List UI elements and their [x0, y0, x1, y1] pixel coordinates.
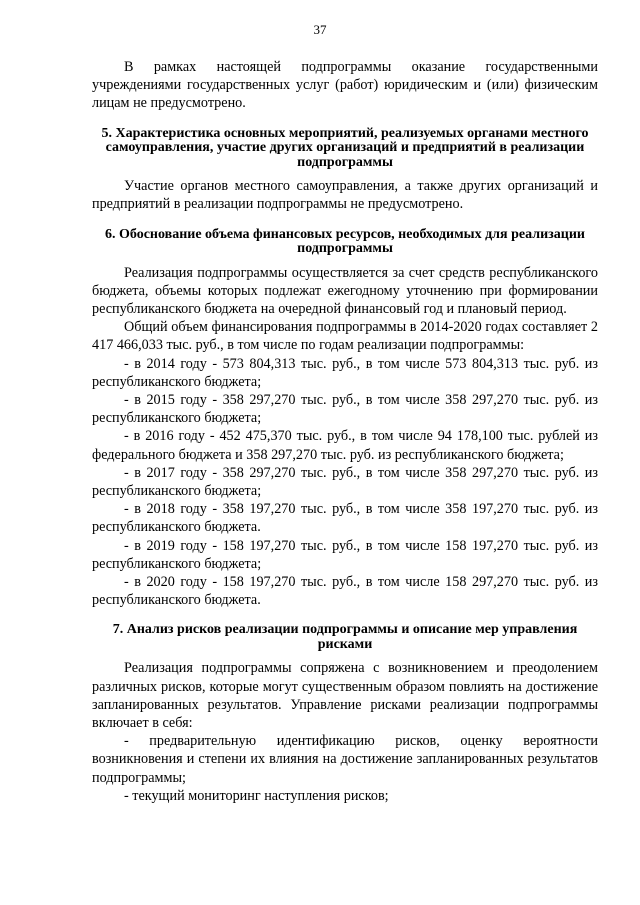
paragraph-services: В рамках настоящей подпрограммы оказание государственными учреждениями государственных услуг (работ) юридическим и (или) физическим лицам не предусмотрено.	[92, 59, 598, 112]
list-item-risk-identification: - предварительную идентификацию рисков, оценку вероятности возникновения и степени их влияния на достижение запланированных результатов подпрограммы;	[92, 733, 598, 786]
paragraph-local-gov: Участие органов местного самоуправления, а также других организаций и предприятий в реализации подпрограммы не предусмотрено.	[92, 178, 598, 213]
list-item-2019: - в 2019 году - 158 197,270 тыс. руб., в том числе 158 197,270 тыс. руб. из республиканского бюджета;	[92, 537, 598, 572]
paragraph-financing-source: Реализация подпрограммы осуществляется за счет средств республиканского бюджета, объемы которых подлежат ежегодному уточнению при формировании республиканского бюджета на очередной финансовый год и плановый период.	[92, 264, 598, 317]
list-item-risk-monitoring: - текущий мониторинг наступления рисков;	[124, 787, 389, 804]
list-item-2014: - в 2014 году - 573 804,313 тыс. руб., в том числе 573 804,313 тыс. руб. из республиканского бюджета;	[92, 355, 598, 390]
heading-section-5: 5. Характеристика основных мероприятий, реализуемых органами местного самоуправления, участие других организаций и предприятий в реализации подпрограммы	[101, 125, 589, 170]
document-body	[92, 58, 598, 805]
list-item-2018: - в 2018 году - 358 197,270 тыс. руб., в том числе 358 197,270 тыс. руб. из республиканского бюджета.	[92, 501, 598, 536]
list-item-2015: - в 2015 году - 358 297,270 тыс. руб., в том числе 358 297,270 тыс. руб. из республиканского бюджета;	[92, 391, 598, 427]
list-item-2020: - в 2020 году - 158 197,270 тыс. руб., в том числе 158 297,270 тыс. руб. из республиканского бюджета.	[92, 573, 598, 609]
heading-section-6: 6. Обоснование объема финансовых ресурсов, необходимых для реализации подпрограммы	[105, 226, 585, 257]
paragraph-total-financing: Общий объем финансирования подпрограммы в 2014-2020 годах составляет 2 417 466,033 тыс. руб., в том числе по годам реализации подпрограммы:	[92, 319, 598, 354]
heading-section-7: 7. Анализ рисков реализации подпрограммы и описание мер управления рисками	[112, 622, 578, 652]
paragraph-risks: Реализация подпрограммы сопряжена с возникновением и преодолением различных рисков, которые могут существенным образом повлиять на достижение запланированных результатов. Управление рисками реализации подпрограммы включает в себя:	[92, 660, 598, 731]
page-number: 37	[313, 22, 327, 37]
list-item-2016: - в 2016 году - 452 475,370 тыс. руб., в том числе 94 178,100 тыс. рублей из федерального бюджета и 358 297,270 тыс. руб. из республиканского бюджета;	[92, 428, 598, 463]
list-item-2017: - в 2017 году - 358 297,270 тыс. руб., в том числе 358 297,270 тыс. руб. из республиканского бюджета;	[92, 464, 598, 499]
